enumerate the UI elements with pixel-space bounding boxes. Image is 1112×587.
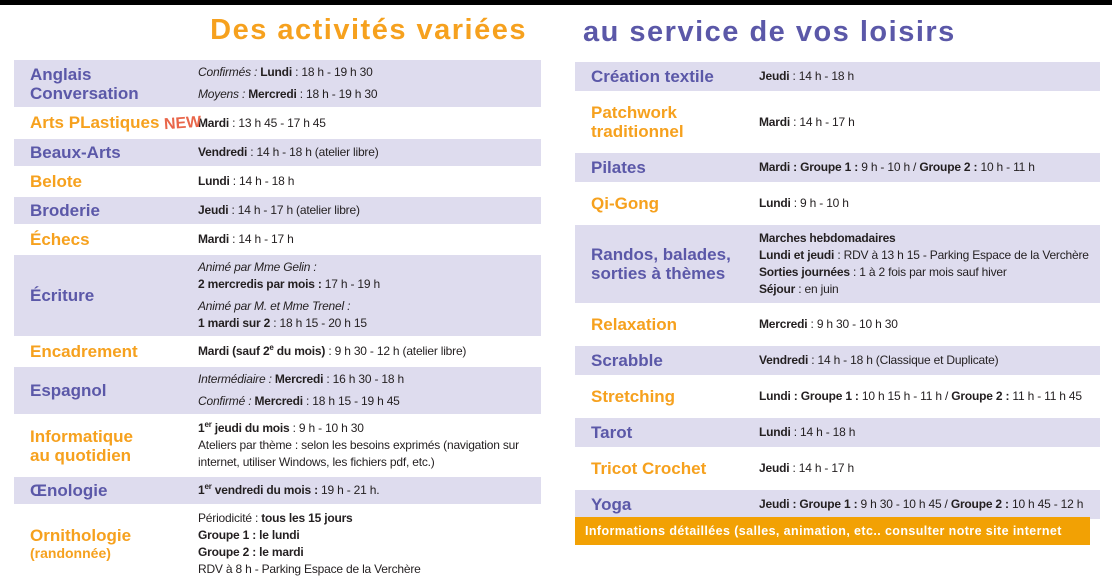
activity-row [575,62,1100,91]
activity-name: Pilates [591,158,646,177]
activity-row [14,367,541,414]
activity-row [14,109,541,137]
page-title-right: au service de vos loisirs [583,16,956,48]
activity-row [14,226,541,253]
activity-row [575,490,1100,519]
activity-schedule: Lundi : Groupe 1 : 10 h 15 h - 11 h / Groupe 2 : 11 h - 11 h 45 [759,389,1082,403]
activity-name: Espagnol [30,381,107,400]
activity-name: Encadrement [30,342,138,361]
activity-name: Ornithologie (randonnée) [14,526,198,562]
activity-row [575,98,1100,146]
activity-row [14,197,541,224]
activity-name: Œnologie [30,481,108,500]
activity-row [14,477,541,504]
activity-row [14,506,541,582]
activity-row [575,189,1100,218]
activity-schedule: 1er vendredi du mois : 19 h - 21 h. [198,482,380,497]
activity-name: Belote [30,172,82,191]
activity-row [575,454,1100,483]
activity-schedule: Jeudi : 14 h - 17 h [759,461,854,475]
activity-schedule: Animé par Mme Gelin : 2 mercredis par mois : 17 h - 19 h Animé par M. et Mme Trenel : 1 mardi sur 2 : 18 h 15 - 20 h 15 [198,260,380,330]
activity-schedule: Périodicité : tous les 15 jours Groupe 1 : le lundi Groupe 2 : le mardi RDV à 8 h - Parking Espace de la Verchère [198,511,421,576]
activity-row [14,139,541,166]
activity-row [575,418,1100,447]
activity-name: Tricot Crochet [591,459,707,478]
activity-schedule: Marches hebdomadaires Lundi et jeudi : RDV à 13 h 15 - Parking Espace de la Verchère Sorties journées : 1 à 2 fois par mois sauf hiver Séjour : en juin [759,231,1089,296]
activity-name: Broderie [30,201,100,220]
activity-schedule: Mardi : Groupe 1 : 9 h - 10 h / Groupe 2 : 10 h - 11 h [759,160,1035,174]
activities-column-left [14,60,541,584]
activity-schedule: Vendredi : 14 h - 18 h (Classique et Duplicate) [759,353,999,367]
activity-name: Création textile [591,67,714,86]
activity-schedule: Lundi : 14 h - 18 h [759,425,856,439]
activities-column-right [575,62,1100,526]
activity-schedule: Mardi : 14 h - 17 h [198,232,294,246]
activity-row [575,382,1100,411]
activity-schedule: 1er jeudi du mois : 9 h - 10 h 30 Ateliers par thème : selon les besoins exprimés (navigation sur internet, utiliser Windows, les fichiers pdf, etc.) [198,420,519,469]
activity-name: Scrabble [591,351,663,370]
activity-row [14,416,541,475]
top-border [0,0,1112,5]
activity-schedule: Mardi (sauf 2e du mois) : 9 h 30 - 12 h (atelier libre) [198,343,467,358]
activity-name: Patchwork traditionnel [591,103,684,141]
activity-name: Yoga [591,495,632,514]
activity-name: Qi-Gong [591,194,659,213]
activity-schedule: Jeudi : 14 h - 18 h [759,69,854,83]
activity-row [14,338,541,365]
activity-row [575,153,1100,182]
activity-name: Randos, balades, sorties à thèmes [591,245,731,283]
activity-name: Écriture [30,286,95,305]
activity-name-sub: (randonnée) [30,545,111,561]
activity-row [575,225,1100,303]
activity-schedule: Mardi : 13 h 45 - 17 h 45 [198,115,326,130]
activity-schedule: Confirmés : Lundi : 18 h - 19 h 30 Moyens : Mercredi : 18 h - 19 h 30 [198,65,378,101]
activity-schedule: Intermédiaire : Mercredi : 16 h 30 - 18 h Confirmé : Mercredi : 18 h 15 - 19 h 45 [198,372,404,408]
activity-name: Stretching [591,387,676,406]
activity-schedule: Lundi : 14 h - 18 h [198,174,295,188]
activity-row [14,60,541,107]
activity-name: Tarot [591,423,633,442]
activity-schedule: Jeudi : 14 h - 17 h (atelier libre) [198,203,360,217]
page-title-left: Des activités variées [210,14,527,46]
activity-schedule: Lundi : 9 h - 10 h [759,196,849,210]
activity-row [14,255,541,336]
activity-schedule: Mercredi : 9 h 30 - 10 h 30 [759,317,898,331]
activity-name: Échecs [30,230,90,249]
activity-schedule: Jeudi : Groupe 1 : 9 h 30 - 10 h 45 / Groupe 2 : 10 h 45 - 12 h [759,497,1084,511]
activity-row [575,346,1100,375]
activity-schedule: Vendredi : 14 h - 18 h (atelier libre) [198,145,379,159]
activity-row [575,310,1100,339]
activity-name: Informatique au quotidien [30,426,133,465]
activity-schedule: Mardi : 14 h - 17 h [759,114,855,129]
activity-name: Beaux-Arts [30,143,121,162]
activity-row [14,168,541,195]
activity-name: Anglais Conversation [30,64,139,103]
info-banner: Informations détaillées (salles, animation, etc.. consulter notre site internet [575,517,1090,545]
activity-name: Relaxation [591,315,677,334]
activity-name: Arts PLastiques NEW [30,113,203,134]
new-badge: NEW [163,113,203,134]
